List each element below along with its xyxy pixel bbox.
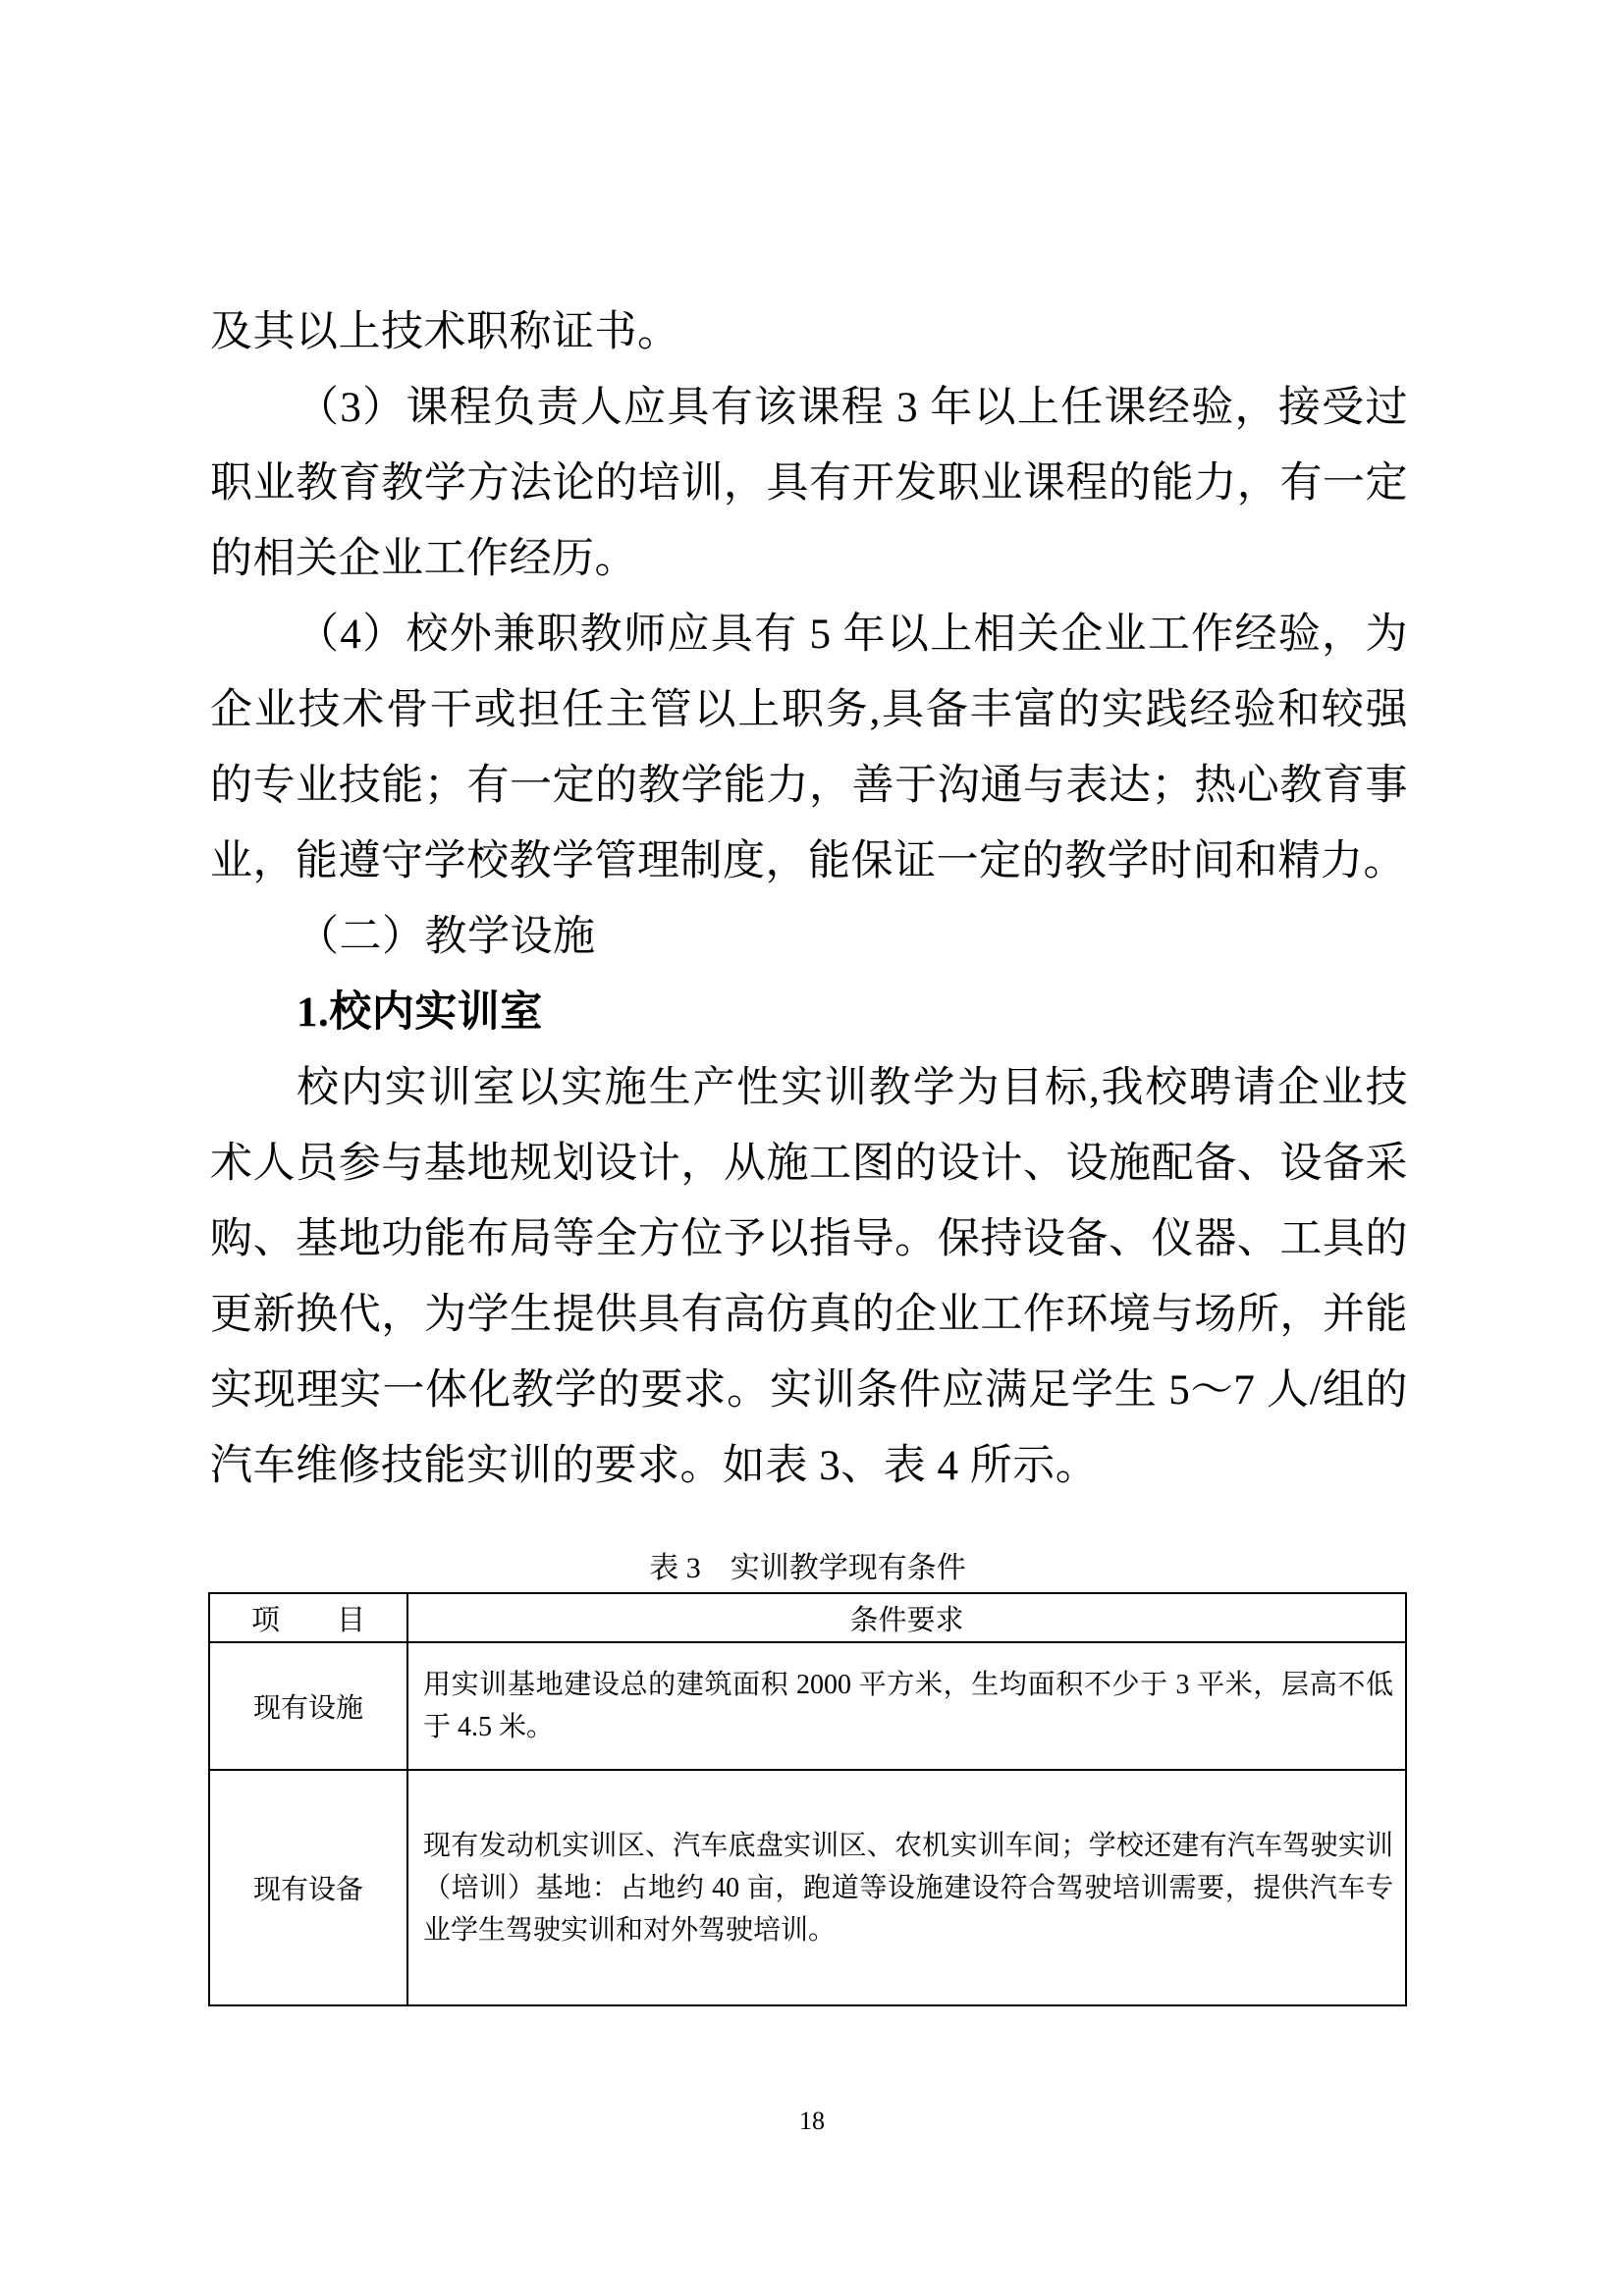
table-caption: 表 3 实训教学现有条件 (649, 1552, 966, 1584)
body-text-block (210, 294, 1408, 1504)
page-footer (0, 2104, 1624, 2139)
table-header-row (209, 1593, 1406, 1642)
paragraph-item-4: （4）校外兼职教师应具有 5 年以上相关企业工作经验，为企业技术骨干或担任主管以上职务,具备丰富的实践经验和较强的专业技能；有一定的教学能力，善于沟通与表达；热心教育事业，能遵守学校教学管理制度，能保证一定的教学时间和精力。 (210, 612, 1408, 884)
header-cell-item: 项 目 (209, 1593, 407, 1642)
paragraph-training-room-intro: 校内实训室以实施生产性实训教学为目标,我校聘请企业技术人员参与基地规划设计，从施工图的设计、设施配备、设备采购、基地功能布局等全方位予以指导。保持设备、仪器、工具的更新换代，为学生提供具有高仿真的企业工作环境与场所，并能实现理实一体化教学的要求。实训条件应满足学生 5～7 人/组的汽车维修技能实训的要求。如表 3、表 4 所示。 (210, 1065, 1408, 1489)
paragraph-continuation: 及其以上技术职称证书。 (210, 309, 680, 355)
training-conditions-table (208, 1592, 1407, 2006)
cell-requirement-text: 用实训基地建设总的建筑面积 2000 平方米，生均面积不少于 3 平米，层高不低于 4.5 米。 (407, 1642, 1406, 1770)
section-heading-teaching-facilities: （二）教学设施 (297, 914, 596, 960)
subsection-heading-campus-training-room: 1.校内实训室 (297, 989, 543, 1036)
header-cell-requirement: 条件要求 (407, 1593, 1406, 1642)
cell-item-label: 现有设备 (209, 1770, 407, 2005)
table-row-existing-facilities (209, 1642, 1406, 1770)
paragraph-item-3: （3）课程负责人应具有该课程 3 年以上任课经验，接受过职业教育教学方法论的培训，具有开发职业课程的能力，有一定的相关企业工作经历。 (210, 385, 1408, 582)
table-row-existing-equipment (209, 1770, 1406, 2005)
page-number: 18 (799, 2107, 825, 2135)
cell-item-label: 现有设施 (209, 1642, 407, 1770)
cell-requirement-text: 现有发动机实训区、汽车底盘实训区、农机实训车间；学校还建有汽车驾驶实训（培训）基地：占地约 40 亩，跑道等设施建设符合驾驶培训需要，提供汽车专业学生驾驶实训和对外驾驶培训。 (407, 1770, 1406, 2005)
